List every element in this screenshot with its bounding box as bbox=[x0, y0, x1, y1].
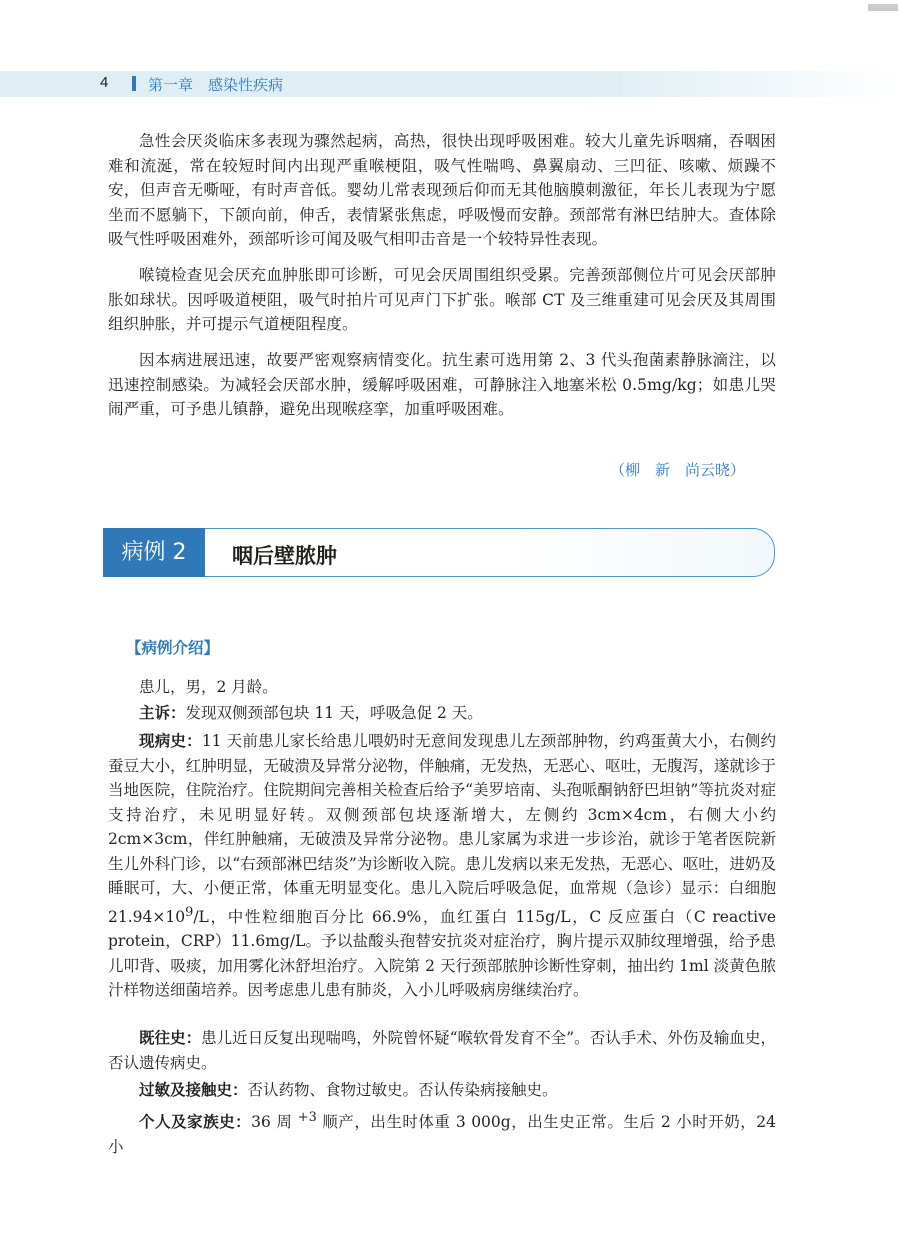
case-title: 咽后壁脓肿 bbox=[232, 544, 337, 568]
personal-history-text-2: 顺产，出生时体重 3 000g，出生史正常。生后 2 小时开奶，24 小 bbox=[108, 1113, 776, 1156]
present-history-label: 现病史： bbox=[139, 732, 202, 750]
chief-complaint-text: 发现双侧颈部包块 11 天，呼吸急促 2 天。 bbox=[185, 704, 483, 722]
present-history bbox=[108, 729, 776, 1003]
authors: （柳 新 尚云晓） bbox=[610, 461, 746, 479]
allergy-history-label: 过敏及接触史： bbox=[139, 1081, 248, 1099]
personal-family-history-label: 个人及家族史： bbox=[139, 1113, 252, 1132]
allergy-history bbox=[108, 1078, 776, 1103]
chief-complaint bbox=[108, 701, 776, 726]
allergy-history-text: 否认药物、食物过敏史。否认传染病接触史。 bbox=[247, 1081, 558, 1099]
section-title: 【病例介绍】 bbox=[126, 639, 220, 657]
patient-intro: 患儿，男，2 月龄。 bbox=[139, 678, 278, 696]
personal-family-history bbox=[108, 1106, 776, 1159]
present-history-text-1: 11 天前患儿家长给患儿喂奶时无意间发现患儿左颈部肿物，约鸡蛋黄大小，右侧约蚕豆大小，红肿明显，无破溃及异常分泌物，伴触痛，无发热，无恶心、呕吐，无腹泻，遂就诊于当地医院，住院治疗。住院期间完善相关检查后给予“美罗培南、头孢哌酮钠舒巴坦钠”等抗炎对症支持治疗，未见明显好转。双侧颈部包块逐渐增大，左侧约 3cm×4cm，右侧大小约 2cm×3cm，伴红肿触痛，无破溃及异常分泌物。患儿家属为求进一步诊治，就诊于笔者医院新生儿外科门诊，以“右颈部淋巴结炎”为诊断收入院。患儿发病以来无发热，无恶心、呕吐，进奶及睡眠可，大、小便正常，体重无明显变化。患儿入院后呼吸急促，血常规（急诊）显示：白细胞 21.94×10 bbox=[108, 732, 776, 926]
personal-history-superscript: +3 bbox=[297, 1110, 317, 1125]
case-number-tag: 病例 2 bbox=[103, 528, 205, 577]
past-history-text: 患儿近日反复出现喘鸣，外院曾怀疑“喉软骨发育不全”。否认手术、外伤及输血史，否认遗传病史。 bbox=[108, 1029, 776, 1072]
paragraph-treatment: 因本病进展迅速，故要严密观察病情变化。抗生素可选用第 2、3 代头孢菌素静脉滴注，以迅速控制感染。为减轻会厌部水肿，缓解呼吸困难，可静脉注入地塞米松 0.5mg/kg；如患儿哭闹严重，可予患儿镇静，避免出现喉痉挛，加重呼吸困难。 bbox=[108, 351, 776, 418]
chief-complaint-label: 主诉： bbox=[139, 704, 186, 722]
paragraph-symptoms: 急性会厌炎临床多表现为骤然起病，高热，很快出现呼吸困难。较大儿童先诉咽痛，吞咽困难和流涎，常在较短时间内出现严重喉梗阻，吸气性喘鸣、鼻翼扇动、三凹征、咳嗽、烦躁不安，但声音无嘶哑，有时声音低。婴幼儿常表现颈后仰而无其他脑膜刺激征，年长儿表现为宁愿坐而不愿躺下，下颌向前，伸舌，表情紧张焦虑，呼吸慢而安静。颈部常有淋巴结肿大。查体除吸气性呼吸困难外，颈部听诊可闻及吸气相叩击音是一个较特异性表现。 bbox=[108, 132, 776, 248]
present-history-superscript: 9 bbox=[185, 904, 194, 920]
past-history-label: 既往史： bbox=[139, 1029, 202, 1047]
chapter-marker bbox=[132, 76, 136, 91]
past-history bbox=[108, 1026, 776, 1075]
personal-history-text-1: 36 周 bbox=[251, 1113, 298, 1132]
present-history-text-2: /L，中性粒细胞百分比 66.9%，血红蛋白 115g/L，C 反应蛋白（C reactive protein，CRP）11.6mg/L。予以盐酸头孢替安抗炎对症治疗，胸片提示双肺纹理增强，给予患儿叩背、吸痰，加用雾化沐舒坦治疗。入院第 2 天行颈部脓肿诊断性穿刺，抽出约 1ml 淡黄色脓汁样物送细菌培养。因考虑患儿患有肺炎，入小儿呼吸病房继续治疗。 bbox=[108, 907, 776, 1000]
paragraph-diagnosis: 喉镜检查见会厌充血肿胀即可诊断，可见会厌周围组织受累。完善颈部侧位片可见会厌部肿胀如球状。因呼吸道梗阻，吸气时拍片可见声门下扩张。喉部 CT 及三维重建可见会厌及其周围组织肿胀，并可提示气道梗阻程度。 bbox=[108, 266, 776, 333]
page-number: 4 bbox=[100, 74, 109, 91]
chapter-title: 第一章 感染性疾病 bbox=[148, 76, 284, 94]
corner-mark bbox=[868, 4, 898, 11]
